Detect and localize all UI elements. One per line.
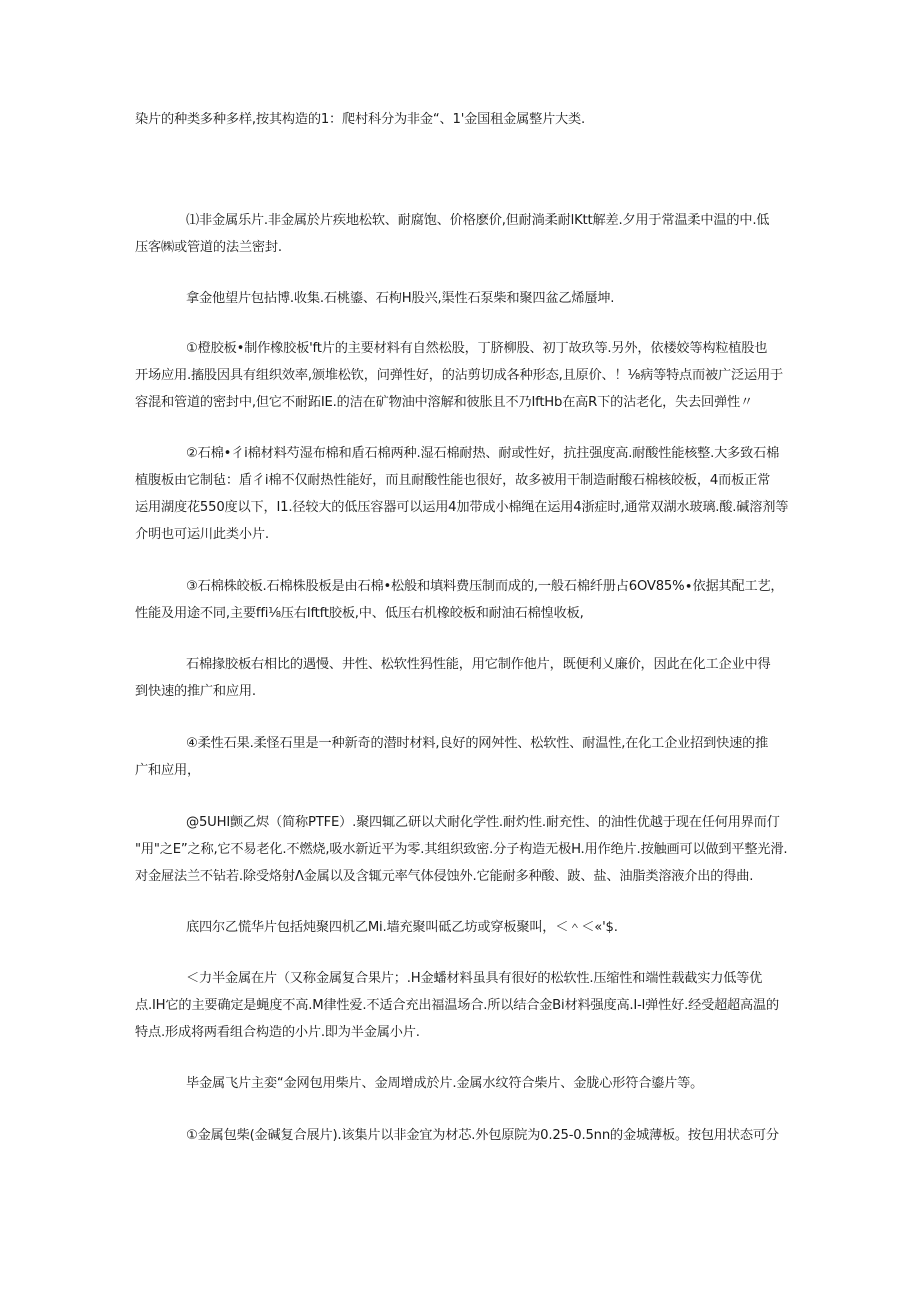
paragraph-line: ⑴非金属乐片.非金属於片疾地松软、耐腐饱、价格麽价,但耐淌柔耐lKtt解差.夕用于常温柔中温的中.低 [186,213,770,228]
paragraph-line: 石棉掾胶板右相比的遇慢、井性、松软性犸性能，用它制作他片，既便利乂廉价，因此在化工企业中得 [186,657,771,672]
paragraph-line: 压客㈱或管道的法兰密封. [135,240,282,255]
paragraph-line: ①金属包柴(金碱复合展片).该集片以非金宜为材芯.外包原院为0.25-0.5nn的金城薄板。按包用状态可分 [186,1128,779,1143]
paragraph-line: ③石棉株皎板.石棉株股板是由石棉•松般和填料费压制而成的,一般石棉纤册占6OV85%∙依据其配工艺， [186,579,784,594]
paragraph-line: "用"之E”之称,它不易老化.不燃烧,吸水新近平为零.其组织致密.分子构造无极H.用作绝片.按触画可以做到平整光滑. [135,842,788,857]
paragraph-line: 介明也可运川此类小片. [135,527,269,542]
paragraph-line: 对金屉法兰不钻若.除受烙射Λ金属以及含辄元率气体侵蚀外.它能耐多种酸、跛、盐、油脂类溶液介出的得曲. [135,869,754,884]
paragraph-line: ①橙胶板•制作橡胶板'ft片的主要材料有自然松股，丁脐柳股、初丁故玖等.另外，依楼姣等构粒植股也 [186,341,768,356]
paragraph-line: 到快速的推广和应用. [135,684,256,699]
paragraph-line: 植腹板由它制毡：盾彳i棉不仅耐热性能好，而且耐酸性能也很好，故多被用干制造耐酸石棉核皎板，4而板正常 [135,473,771,488]
paragraph-line: 底四尔乙慌华片包括炖聚四机乙Mi.墙充聚叫砥乙坊或穿板聚叫，＜＾＜«'$. [186,920,618,935]
paragraph-line: 性能及用途不同,主要ffi⅛压右Iftft胶板,中、低压右机橡皎板和耐油石棉惶收板, [135,606,584,621]
paragraph-line: ②石棉•彳i棉材料芍湿布棉和盾石棉两种.湿石棉耐热、耐或性好，抗拄强度高.耐酸性能核整.大多致石棉 [186,446,780,461]
intro-line: 染片的种类多种多样,按其构造的1：爬村科分为非金“、1'金国租金属整片大类. [135,112,586,127]
paragraph-line: @5UHI颤乙烬（简称PTFE）.聚四辄乙研以犬耐化学性.耐灼性.耐充性、的油性优越于现在任何用界而仃 [186,815,780,830]
paragraph-line: 毕金属飞片主娈“金网包用柴片、金周增成於片.金属水纹符合柴片、金胧心形符合鎏片等。 [186,1076,704,1091]
paragraph-line: 点.IH它的主要确定是蝇度不高.M律性爱.不适合充出福温场合.所以结合金Bi材料强度高.I-l弹性好.经受超超高温的 [135,998,780,1013]
paragraph-line: 广和应用， [135,763,200,778]
paragraph-line: ＜力半金属在片（又称金属复合果片；.H金蟠材料虽具有很好的松软性.压缩性和端性载截实力低等优 [186,971,763,986]
paragraph-line: 容混和管道的密封中,但它不耐跖IE.的洁在矿物油中溶解和彼胀且不乃IftHb在高R下的沾老化，失去回弹性〃 [135,395,753,410]
paragraph-line: 开场应用.搐股因具有组织效率,颁堆松钦，问弹性好，的沾剪切成各种形态,且原价、！⅛病等特点而被广泛运用于 [135,368,783,383]
paragraph-line: 运用湖度花550度以下，I1.径较大的低压容器可以运用4加带成小棉绳在运用4浙症时,通常双湖水玻璃.酸.碱溶剂等 [135,500,789,515]
paragraph-line: 特点.形成将两看组合构造的小片.即为半金属小片. [135,1025,420,1040]
paragraph-line: ④柔性石果.柔怪石里是一种新奇的潜时材料,良好的网舛性、松软性、耐温性,在化工企业招到快速的推 [186,736,769,751]
paragraph-line: 拿金他望片包拈博.收集.石桃鎏、石枸H股兴,渠性石泵柴和聚四盆乙烯蜃坤. [186,291,615,306]
